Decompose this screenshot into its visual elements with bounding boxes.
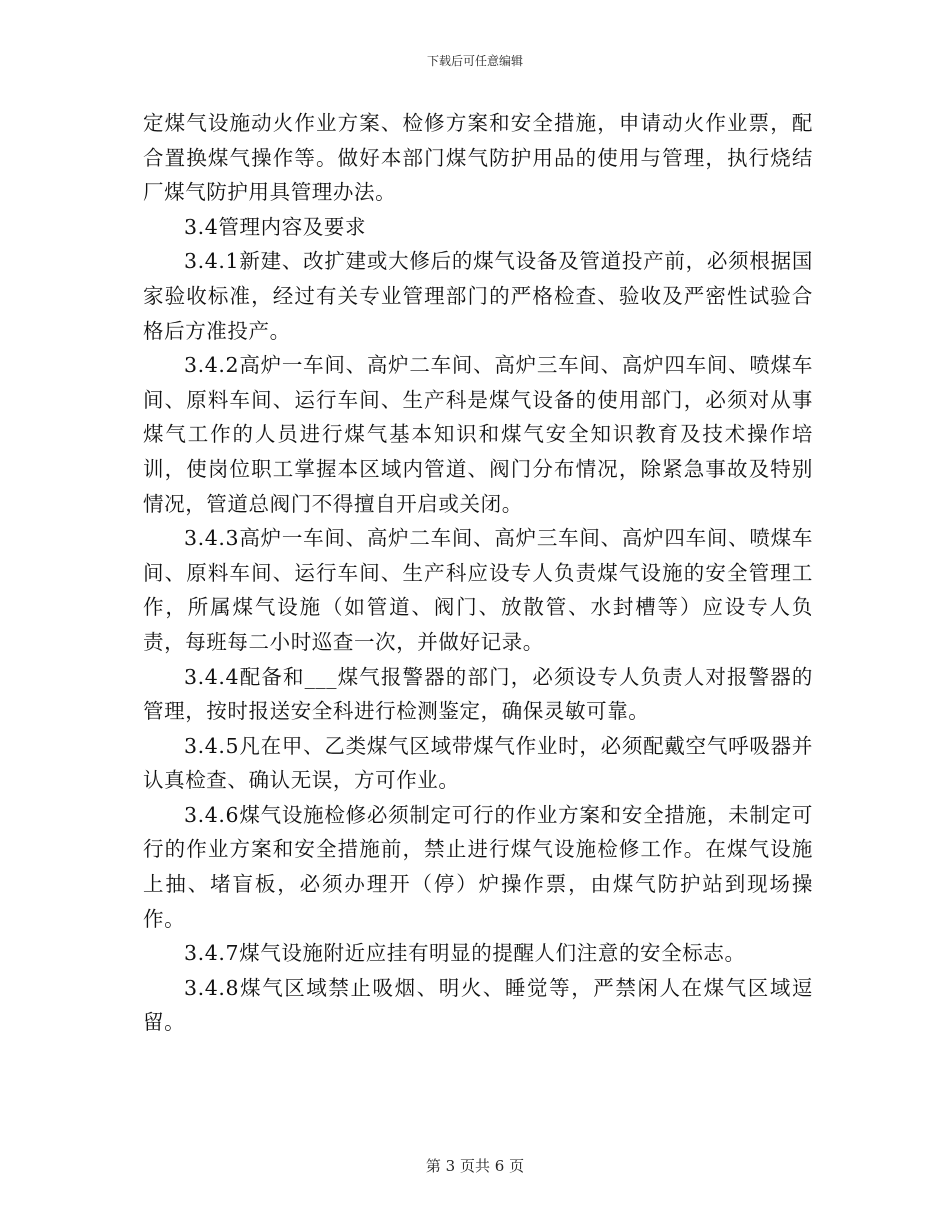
clause-3-4-4: 3.4.4配备和___煤气报警器的部门，必须设专人负责人对报警器的管理，按时报送安全科进行检测鉴定，确保灵敏可靠。 [143, 664, 813, 724]
paragraph-continuation: 定煤气设施动火作业方案、检修方案和安全措施，申请动火作业票，配合置换煤气操作等。做好本部门煤气防护用品的使用与管理，执行烧结厂煤气防护用具管理办法。 [143, 111, 813, 205]
clause-3-4-8: 3.4.8煤气区域禁止吸烟、明火、睡觉等，严禁闲人在煤气区域逗留。 [143, 975, 813, 1035]
clause-3-4-7: 3.4.7煤气设施附近应挂有明显的提醒人们注意的安全标志。 [184, 941, 746, 966]
clause-3-4-1: 3.4.1新建、改扩建或大修后的煤气设备及管道投产前，必须根据国家验收标准，经过有关专业管理部门的严格检查、验收及严密性试验合格后方准投产。 [143, 249, 813, 343]
clause-3-4-6: 3.4.6煤气设施检修必须制定可行的作业方案和安全措施，未制定可行的作业方案和安全措施前，禁止进行煤气设施检修工作。在煤气设施上抽、堵盲板，必须办理开（停）炉操作票，由煤气防护站到现场操作。 [143, 802, 813, 931]
clause-3-4-5: 3.4.5凡在甲、乙类煤气区域带煤气作业时，必须配戴空气呼吸器并认真检查、确认无误，方可作业。 [143, 733, 813, 793]
document-body [143, 106, 813, 1040]
clause-3-4-2: 3.4.2高炉一车间、高炉二车间、高炉三车间、高炉四车间、喷煤车间、原料车间、运行车间、生产科是煤气设备的使用部门，必须对从事煤气工作的人员进行煤气基本知识和煤气安全知识教育及技术操作培训，使岗位职工掌握本区域内管道、阀门分布情况，除紧急事故及特别情况，管道总阀门不得擅自开启或关闭。 [143, 353, 813, 516]
page-header: 下载后可任意编辑 [426, 54, 523, 68]
clause-3-4-3: 3.4.3高炉一车间、高炉二车间、高炉三车间、高炉四车间、喷煤车间、原料车间、运行车间、生产科应设专人负责煤气设施的安全管理工作，所属煤气设施（如管道、阀门、放散管、水封槽等）应设专人负责，每班每二小时巡查一次，并做好记录。 [143, 526, 813, 654]
section-heading-3-4: 3.4管理内容及要求 [184, 214, 367, 239]
page-number-footer: 第 3 页共 6 页 [425, 1157, 525, 1175]
